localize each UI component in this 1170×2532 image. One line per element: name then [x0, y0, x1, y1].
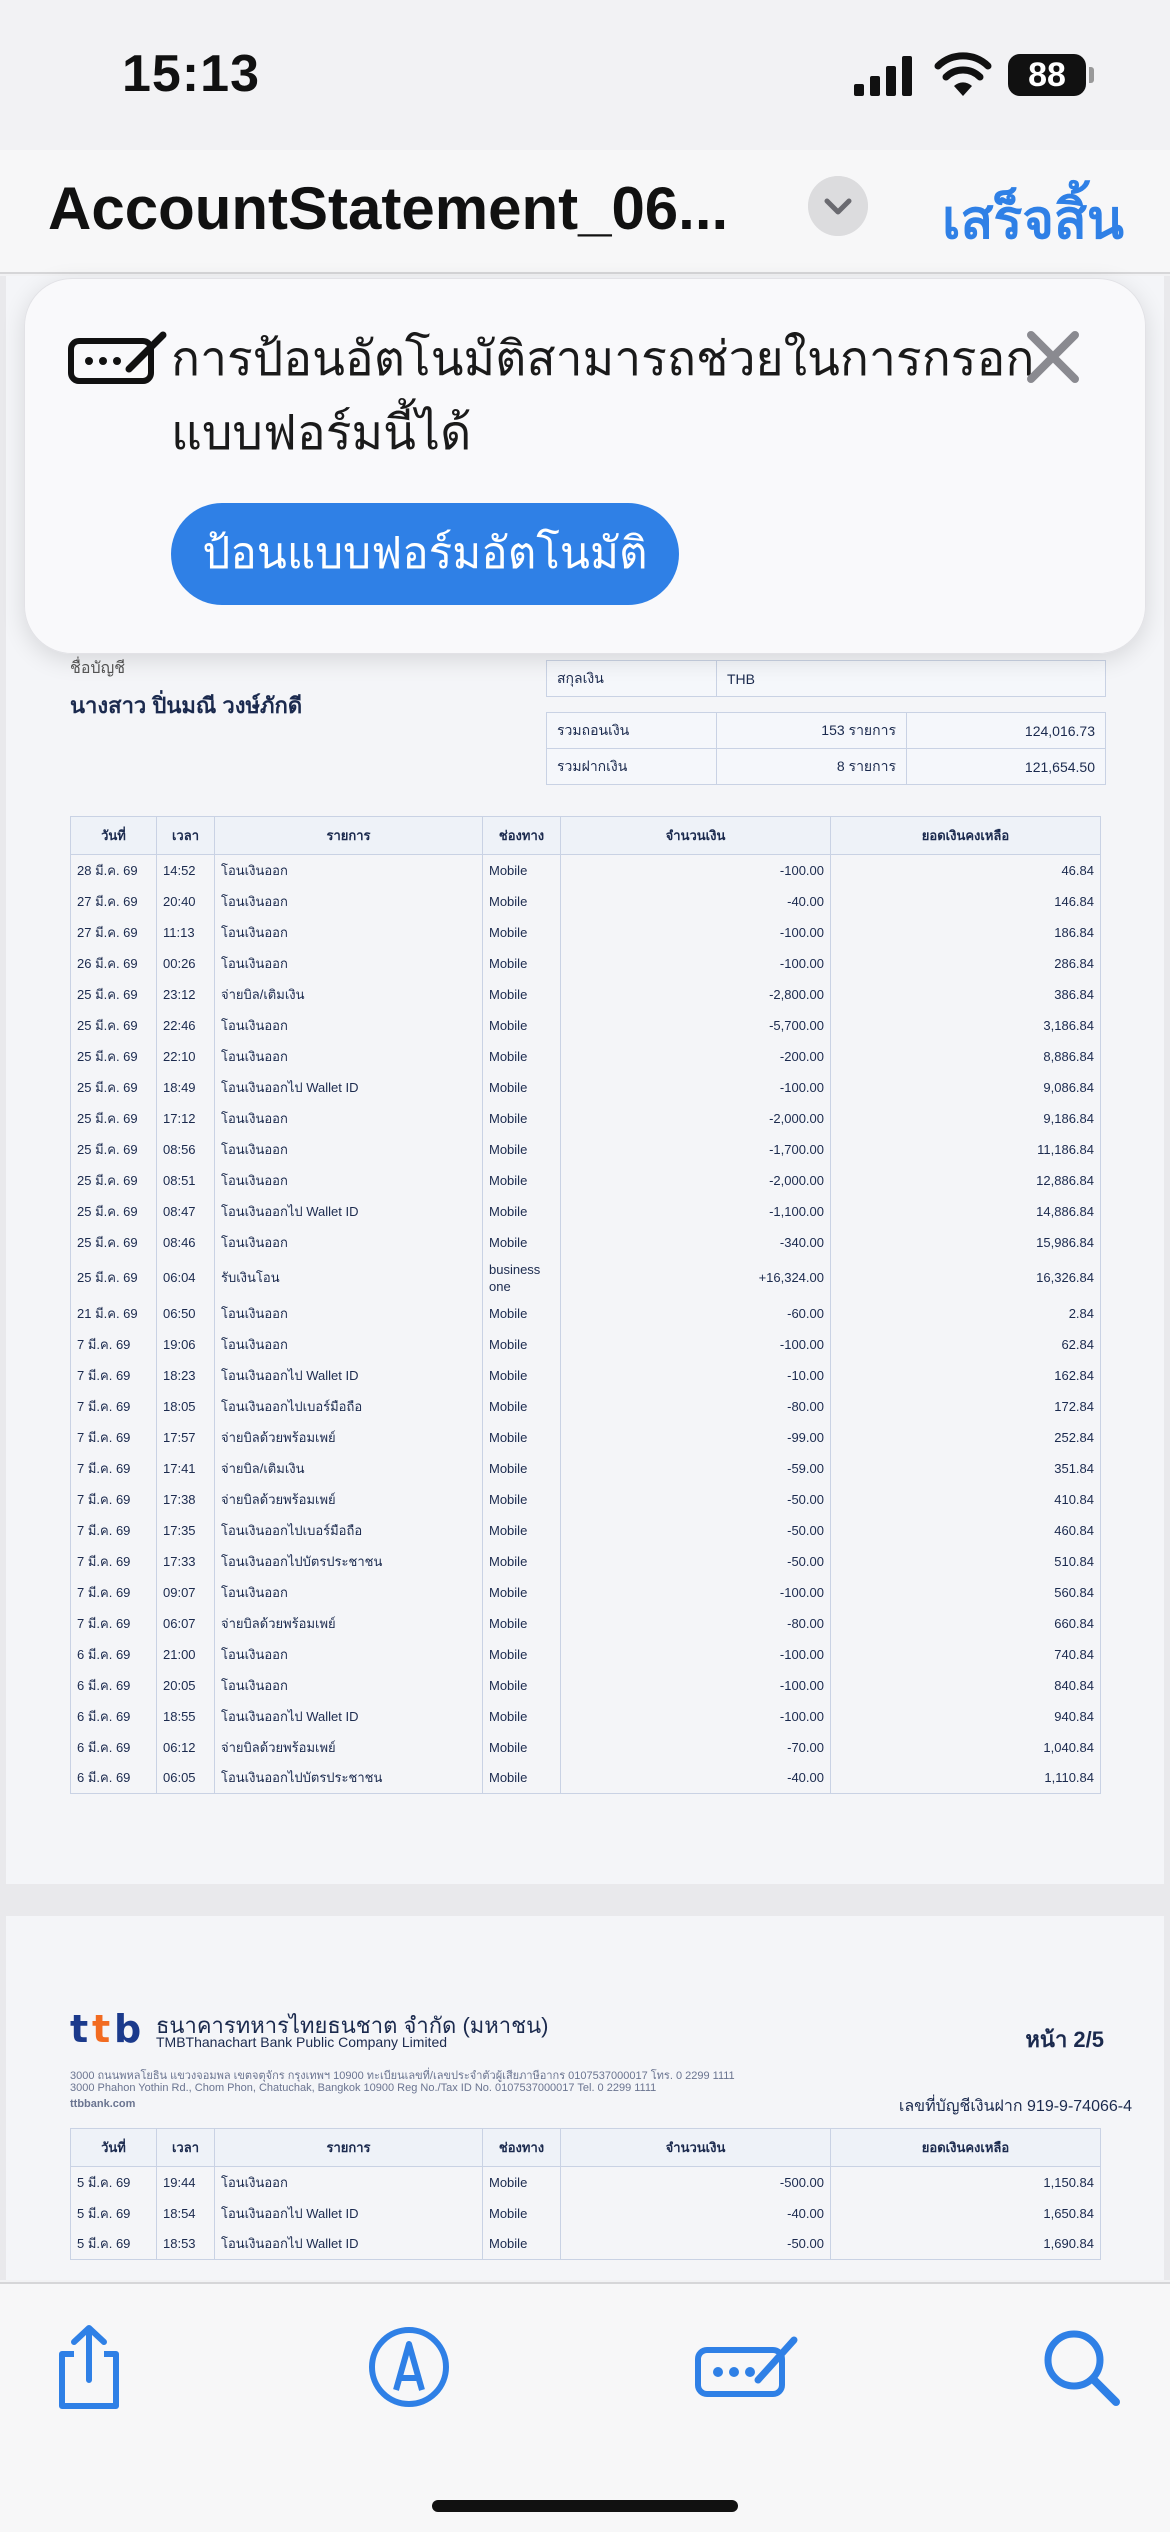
cell-date: 6 มี.ค. 69	[71, 1732, 157, 1763]
header-channel: ช่องทาง	[483, 2129, 561, 2167]
cell-desc: โอนเงินออก	[215, 886, 483, 917]
table-row	[71, 1763, 1101, 1794]
cell-amount: -60.00	[561, 1298, 831, 1329]
cell-time: 17:35	[157, 1515, 215, 1546]
cell-time: 17:57	[157, 1422, 215, 1453]
cell-time: 06:50	[157, 1298, 215, 1329]
deposit-label: รวมฝากเงิน	[547, 749, 717, 785]
svg-text:b: b	[114, 2008, 142, 2050]
table-row	[71, 1608, 1101, 1639]
cell-balance: 14,886.84	[831, 1196, 1101, 1227]
cell-date: 7 มี.ค. 69	[71, 1360, 157, 1391]
transactions-table-page-2	[70, 2128, 1101, 2260]
cell-desc: โอนเงินออกไปเบอร์มือถือ	[215, 1391, 483, 1422]
cell-balance: 1,150.84	[831, 2167, 1101, 2198]
cell-channel: Mobile	[483, 1391, 561, 1422]
statement-page-2	[6, 1916, 1164, 2280]
cell-channel: Mobile	[483, 1639, 561, 1670]
table-row	[71, 1041, 1101, 1072]
bottom-toolbar	[0, 2282, 1170, 2532]
header-amount: จำนวนเงิน	[561, 2129, 831, 2167]
cell-date: 27 มี.ค. 69	[71, 886, 157, 917]
svg-text:t: t	[92, 2008, 111, 2050]
cell-desc: โอนเงินออกไปบัตรประชาชน	[215, 1763, 483, 1794]
table-row	[71, 1298, 1101, 1329]
withdraw-count: 153 รายการ	[717, 713, 907, 749]
table-row	[71, 1258, 1101, 1298]
cell-desc: โอนเงินออก	[215, 1329, 483, 1360]
wifi-icon	[934, 52, 992, 96]
cell-channel: Mobile	[483, 1422, 561, 1453]
cell-desc: โอนเงินออก	[215, 1577, 483, 1608]
cell-date: 6 มี.ค. 69	[71, 1701, 157, 1732]
table-row	[71, 1134, 1101, 1165]
bank-name-en: TMBThanachart Bank Public Company Limited	[156, 2034, 448, 2050]
cell-balance: 46.84	[831, 855, 1101, 886]
cell-balance: 8,886.84	[831, 1041, 1101, 1072]
table-row	[71, 1422, 1101, 1453]
cell-channel: Mobile	[483, 1298, 561, 1329]
cell-date: 7 มี.ค. 69	[71, 1546, 157, 1577]
cell-amount: -5,700.00	[561, 1010, 831, 1041]
cell-time: 08:56	[157, 1134, 215, 1165]
table-row	[71, 917, 1101, 948]
cell-desc: โอนเงินออกไป Wallet ID	[215, 1701, 483, 1732]
cell-desc: โอนเงินออก	[215, 1134, 483, 1165]
cell-channel: Mobile	[483, 855, 561, 886]
cell-channel: Mobile	[483, 1196, 561, 1227]
table-row	[71, 1103, 1101, 1134]
cell-balance: 15,986.84	[831, 1227, 1101, 1258]
cell-amount: -100.00	[561, 855, 831, 886]
bank-address-th: 3000 ถนนพหลโยธิน แขวงจอมพล เขตจตุจักร กรุงเทพฯ 10900 ทะเบียนเลขที่/เลขประจำตัวผู้เสียภาษีอากร 0107537000017 โทร. 0 2299 1111	[70, 2070, 735, 2082]
cell-balance: 460.84	[831, 1515, 1101, 1546]
cell-amount: -2,800.00	[561, 979, 831, 1010]
cell-channel: Mobile	[483, 979, 561, 1010]
cell-date: 7 มี.ค. 69	[71, 1484, 157, 1515]
cell-channel: Mobile	[483, 917, 561, 948]
autofill-toolbar-icon[interactable]	[694, 2322, 802, 2412]
done-button[interactable]: เสร็จสิ้น	[942, 190, 1124, 250]
autofill-banner	[24, 278, 1146, 654]
cell-date: 6 มี.ค. 69	[71, 1639, 157, 1670]
cell-date: 7 มี.ค. 69	[71, 1608, 157, 1639]
cell-amount: -80.00	[561, 1391, 831, 1422]
cell-date: 7 มี.ค. 69	[71, 1391, 157, 1422]
table-row	[71, 1010, 1101, 1041]
cell-date: 7 มี.ค. 69	[71, 1515, 157, 1546]
cell-time: 20:40	[157, 886, 215, 917]
table-row	[71, 1360, 1101, 1391]
cell-desc: โอนเงินออก	[215, 2167, 483, 2198]
autofill-message: การป้อนอัตโนมัติสามารถช่วยในการกรอกแบบฟอร์มนี้ได้	[171, 333, 1035, 460]
cell-balance: 840.84	[831, 1670, 1101, 1701]
cell-desc: โอนเงินออกไป Wallet ID	[215, 1360, 483, 1391]
header-balance: ยอดเงินคงเหลือ	[831, 817, 1101, 855]
header-amount: จำนวนเงิน	[561, 817, 831, 855]
cell-time: 18:05	[157, 1391, 215, 1422]
cell-desc: โอนเงินออก	[215, 1639, 483, 1670]
cell-desc: โอนเงินออกไป Wallet ID	[215, 1196, 483, 1227]
bank-address-en: 3000 Phahon Yothin Rd., Chom Phon, Chatuchak, Bangkok 10900 Reg No./Tax ID No. 0107537000017 Tel. 0 2299 1111	[70, 2082, 657, 2094]
cell-amount: -50.00	[561, 1515, 831, 1546]
cell-channel: Mobile	[483, 1701, 561, 1732]
cell-time: 11:13	[157, 917, 215, 948]
cell-amount: -40.00	[561, 886, 831, 917]
cell-balance: 146.84	[831, 886, 1101, 917]
cell-amount: -40.00	[561, 1763, 831, 1794]
ttb-logo-icon	[70, 2008, 154, 2050]
cell-time: 23:12	[157, 979, 215, 1010]
cell-balance: 252.84	[831, 1422, 1101, 1453]
cell-amount: -100.00	[561, 1701, 831, 1732]
cell-time: 19:06	[157, 1329, 215, 1360]
cell-balance: 940.84	[831, 1701, 1101, 1732]
cell-amount: -50.00	[561, 1484, 831, 1515]
cell-time: 21:00	[157, 1639, 215, 1670]
cell-balance: 286.84	[831, 948, 1101, 979]
cell-channel: Mobile	[483, 1329, 561, 1360]
cell-time: 09:07	[157, 1577, 215, 1608]
cell-date: 7 มี.ค. 69	[71, 1577, 157, 1608]
cell-desc: โอนเงินออก	[215, 1298, 483, 1329]
cell-amount: -100.00	[561, 1329, 831, 1360]
cell-time: 18:54	[157, 2198, 215, 2229]
cell-balance: 11,186.84	[831, 1134, 1101, 1165]
cell-desc: โอนเงินออก	[215, 948, 483, 979]
battery-icon: 88	[1008, 54, 1086, 96]
cell-date: 6 มี.ค. 69	[71, 1670, 157, 1701]
cell-balance: 660.84	[831, 1608, 1101, 1639]
cell-amount: -100.00	[561, 917, 831, 948]
cell-amount: -100.00	[561, 1072, 831, 1103]
deposit-count: 8 รายการ	[717, 749, 907, 785]
cell-time: 18:49	[157, 1072, 215, 1103]
cell-time: 06:07	[157, 1608, 215, 1639]
table-row	[71, 1515, 1101, 1546]
cell-balance: 162.84	[831, 1360, 1101, 1391]
cell-date: 25 มี.ค. 69	[71, 1227, 157, 1258]
markup-icon[interactable]	[364, 2322, 454, 2412]
cell-date: 25 มี.ค. 69	[71, 1010, 157, 1041]
cell-amount: -1,700.00	[561, 1134, 831, 1165]
cell-desc: โอนเงินออก	[215, 1010, 483, 1041]
cell-amount: -50.00	[561, 2229, 831, 2260]
table-row	[71, 1227, 1101, 1258]
cell-desc: โอนเงินออก	[215, 1227, 483, 1258]
cell-amount: -100.00	[561, 1639, 831, 1670]
cell-amount: -59.00	[561, 1453, 831, 1484]
cell-amount: -99.00	[561, 1422, 831, 1453]
cell-amount: -100.00	[561, 948, 831, 979]
cell-channel: Mobile	[483, 2167, 561, 2198]
autofill-form-icon	[67, 329, 175, 389]
cell-time: 06:12	[157, 1732, 215, 1763]
cell-balance: 9,186.84	[831, 1103, 1101, 1134]
cell-time: 17:12	[157, 1103, 215, 1134]
cell-balance: 386.84	[831, 979, 1101, 1010]
cell-channel: Mobile	[483, 1732, 561, 1763]
table-row	[71, 2198, 1101, 2229]
cell-amount: -2,000.00	[561, 1103, 831, 1134]
cell-date: 25 มี.ค. 69	[71, 979, 157, 1010]
cell-balance: 186.84	[831, 917, 1101, 948]
cell-desc: โอนเงินออกไปบัตรประชาชน	[215, 1546, 483, 1577]
cell-date: 7 มี.ค. 69	[71, 1329, 157, 1360]
cell-channel: Mobile	[483, 1165, 561, 1196]
cell-desc: โอนเงินออก	[215, 855, 483, 886]
cell-time: 18:23	[157, 1360, 215, 1391]
cell-channel: Mobile	[483, 1453, 561, 1484]
cell-desc: โอนเงินออก	[215, 1041, 483, 1072]
table-row	[71, 886, 1101, 917]
home-indicator	[432, 2500, 738, 2512]
cell-time: 17:38	[157, 1484, 215, 1515]
cell-amount: -80.00	[561, 1608, 831, 1639]
status-bar	[0, 0, 1170, 150]
cell-amount: -200.00	[561, 1041, 831, 1072]
cell-channel: Mobile	[483, 2229, 561, 2260]
cell-balance: 16,326.84	[831, 1258, 1101, 1298]
summary-table	[546, 712, 1106, 785]
header-time: เวลา	[157, 817, 215, 855]
header-description: รายการ	[215, 817, 483, 855]
cell-time: 08:47	[157, 1196, 215, 1227]
share-icon[interactable]	[44, 2322, 134, 2412]
header-description: รายการ	[215, 2129, 483, 2167]
header-channel: ช่องทาง	[483, 817, 561, 855]
withdraw-total: 124,016.73	[907, 713, 1106, 749]
cell-desc: จ่ายบิล/เติมเงิน	[215, 1453, 483, 1484]
cell-desc: โอนเงินออกไปเบอร์มือถือ	[215, 1515, 483, 1546]
cell-date: 27 มี.ค. 69	[71, 917, 157, 948]
currency-value: THB	[717, 661, 1106, 697]
cell-date: 25 มี.ค. 69	[71, 1041, 157, 1072]
cell-balance: 1,690.84	[831, 2229, 1101, 2260]
cell-date: 25 มี.ค. 69	[71, 1134, 157, 1165]
cell-desc: จ่ายบิลด้วยพร้อมเพย์	[215, 1484, 483, 1515]
cell-date: 7 มี.ค. 69	[71, 1422, 157, 1453]
table-row	[71, 1670, 1101, 1701]
cell-desc: จ่ายบิลด้วยพร้อมเพย์	[215, 1608, 483, 1639]
signal-icon	[854, 56, 916, 96]
cell-balance: 62.84	[831, 1329, 1101, 1360]
cell-amount: -50.00	[561, 1546, 831, 1577]
cell-amount: -100.00	[561, 1670, 831, 1701]
cell-date: 25 มี.ค. 69	[71, 1165, 157, 1196]
cell-channel: Mobile	[483, 1763, 561, 1794]
svg-text:t: t	[70, 2008, 89, 2050]
cell-balance: 3,186.84	[831, 1010, 1101, 1041]
account-number: เลขที่บัญชีเงินฝาก 919-9-74066-4	[898, 2098, 1132, 2115]
cell-date: 26 มี.ค. 69	[71, 948, 157, 979]
search-icon[interactable]	[1036, 2322, 1126, 2412]
cell-date: 21 มี.ค. 69	[71, 1298, 157, 1329]
cell-desc: โอนเงินออกไป Wallet ID	[215, 2229, 483, 2260]
cell-desc: โอนเงินออก	[215, 1165, 483, 1196]
cell-channel: Mobile	[483, 1360, 561, 1391]
cell-balance: 1,040.84	[831, 1732, 1101, 1763]
autofill-button[interactable]: ป้อนแบบฟอร์มอัตโนมัติ	[171, 503, 679, 605]
table-row	[71, 1453, 1101, 1484]
cell-time: 00:26	[157, 948, 215, 979]
cell-amount: -70.00	[561, 1732, 831, 1763]
cell-date: 25 มี.ค. 69	[71, 1196, 157, 1227]
cell-balance: 410.84	[831, 1484, 1101, 1515]
cell-amount: -100.00	[561, 1577, 831, 1608]
cell-time: 18:55	[157, 1701, 215, 1732]
deposit-total: 121,654.50	[907, 749, 1106, 785]
cell-amount: -1,100.00	[561, 1196, 831, 1227]
header-balance: ยอดเงินคงเหลือ	[831, 2129, 1101, 2167]
cell-balance: 510.84	[831, 1546, 1101, 1577]
cell-channel: Mobile	[483, 1546, 561, 1577]
cell-date: 25 มี.ค. 69	[71, 1258, 157, 1298]
table-row	[71, 1484, 1101, 1515]
cell-time: 20:05	[157, 1670, 215, 1701]
cell-balance: 1,650.84	[831, 2198, 1101, 2229]
table-row	[71, 1391, 1101, 1422]
cell-desc: จ่ายบิลด้วยพร้อมเพย์	[215, 1732, 483, 1763]
cell-amount: -500.00	[561, 2167, 831, 2198]
table-row	[71, 1701, 1101, 1732]
cell-channel: Mobile	[483, 1010, 561, 1041]
cell-time: 08:51	[157, 1165, 215, 1196]
cell-channel: Mobile	[483, 1670, 561, 1701]
table-row	[71, 1639, 1101, 1670]
cell-channel: Mobile	[483, 1608, 561, 1639]
cell-balance: 560.84	[831, 1577, 1101, 1608]
bank-name: ธนาคารทหารไทยธนชาต จำกัด (มหาชน)	[156, 2013, 549, 2038]
table-row	[71, 1072, 1101, 1103]
cell-balance: 9,086.84	[831, 1072, 1101, 1103]
table-row	[71, 1732, 1101, 1763]
table-row	[71, 1546, 1101, 1577]
account-name-label: ชื่อบัญชี	[70, 660, 126, 677]
header-date: วันที่	[71, 817, 157, 855]
cell-date: 5 มี.ค. 69	[71, 2229, 157, 2260]
cell-channel: Mobile	[483, 1515, 561, 1546]
status-time: 15:13	[122, 45, 260, 103]
cell-desc: โอนเงินออก	[215, 917, 483, 948]
cell-balance: 2.84	[831, 1298, 1101, 1329]
cell-balance: 740.84	[831, 1639, 1101, 1670]
document-title: AccountStatement_06...	[48, 175, 729, 242]
cell-date: 5 มี.ค. 69	[71, 2198, 157, 2229]
cell-desc: โอนเงินออกไป Wallet ID	[215, 2198, 483, 2229]
header-date: วันที่	[71, 2129, 157, 2167]
table-row	[71, 1196, 1101, 1227]
currency-label: สกุลเงิน	[547, 661, 717, 697]
close-icon[interactable]	[1021, 325, 1085, 389]
cell-desc: โอนเงินออก	[215, 1103, 483, 1134]
cell-channel: business one	[483, 1258, 561, 1298]
cell-time: 06:04	[157, 1258, 215, 1298]
cell-date: 6 มี.ค. 69	[71, 1763, 157, 1794]
cell-desc: จ่ายบิล/เติมเงิน	[215, 979, 483, 1010]
cell-date: 25 มี.ค. 69	[71, 1072, 157, 1103]
currency-table	[546, 660, 1106, 697]
table-row	[71, 2167, 1101, 2198]
chevron-down-icon[interactable]	[808, 176, 868, 236]
cell-time: 17:33	[157, 1546, 215, 1577]
cell-balance: 1,110.84	[831, 1763, 1101, 1794]
transactions-table	[70, 816, 1101, 1794]
header-time: เวลา	[157, 2129, 215, 2167]
cell-channel: Mobile	[483, 1577, 561, 1608]
page-number: หน้า 2/5	[1025, 2027, 1104, 2052]
cell-date: 28 มี.ค. 69	[71, 855, 157, 886]
cell-balance: 351.84	[831, 1453, 1101, 1484]
cell-time: 14:52	[157, 855, 215, 886]
cell-desc: โอนเงินออกไป Wallet ID	[215, 1072, 483, 1103]
cell-amount: -10.00	[561, 1360, 831, 1391]
cell-time: 19:44	[157, 2167, 215, 2198]
cell-date: 25 มี.ค. 69	[71, 1103, 157, 1134]
cell-balance: 172.84	[831, 1391, 1101, 1422]
cell-desc: จ่ายบิลด้วยพร้อมเพย์	[215, 1422, 483, 1453]
cell-amount: -340.00	[561, 1227, 831, 1258]
cell-date: 5 มี.ค. 69	[71, 2167, 157, 2198]
cell-channel: Mobile	[483, 1134, 561, 1165]
table-row	[71, 948, 1101, 979]
cell-balance: 12,886.84	[831, 1165, 1101, 1196]
cell-channel: Mobile	[483, 1484, 561, 1515]
cell-channel: Mobile	[483, 886, 561, 917]
cell-desc: โอนเงินออก	[215, 1670, 483, 1701]
table-row	[71, 1165, 1101, 1196]
table-row	[71, 1577, 1101, 1608]
cell-time: 18:53	[157, 2229, 215, 2260]
cell-amount: -2,000.00	[561, 1165, 831, 1196]
cell-channel: Mobile	[483, 2198, 561, 2229]
cell-channel: Mobile	[483, 1041, 561, 1072]
cell-channel: Mobile	[483, 1227, 561, 1258]
cell-time: 22:10	[157, 1041, 215, 1072]
table-row	[71, 979, 1101, 1010]
cell-time: 22:46	[157, 1010, 215, 1041]
account-name: นางสาว ปิ่นมณี วงษ์ภักดี	[70, 693, 303, 718]
cell-desc: รับเงินโอน	[215, 1258, 483, 1298]
table-row	[71, 2229, 1101, 2260]
table-row	[71, 1329, 1101, 1360]
cell-channel: Mobile	[483, 1072, 561, 1103]
cell-time: 08:46	[157, 1227, 215, 1258]
cell-channel: Mobile	[483, 1103, 561, 1134]
cell-amount: +16,324.00	[561, 1258, 831, 1298]
cell-date: 7 มี.ค. 69	[71, 1453, 157, 1484]
nav-bar	[0, 150, 1170, 274]
cell-amount: -40.00	[561, 2198, 831, 2229]
cell-time: 06:05	[157, 1763, 215, 1794]
withdraw-label: รวมถอนเงิน	[547, 713, 717, 749]
cell-time: 17:41	[157, 1453, 215, 1484]
table-row	[71, 855, 1101, 886]
bank-website: ttbbank.com	[70, 2098, 136, 2110]
cell-channel: Mobile	[483, 948, 561, 979]
